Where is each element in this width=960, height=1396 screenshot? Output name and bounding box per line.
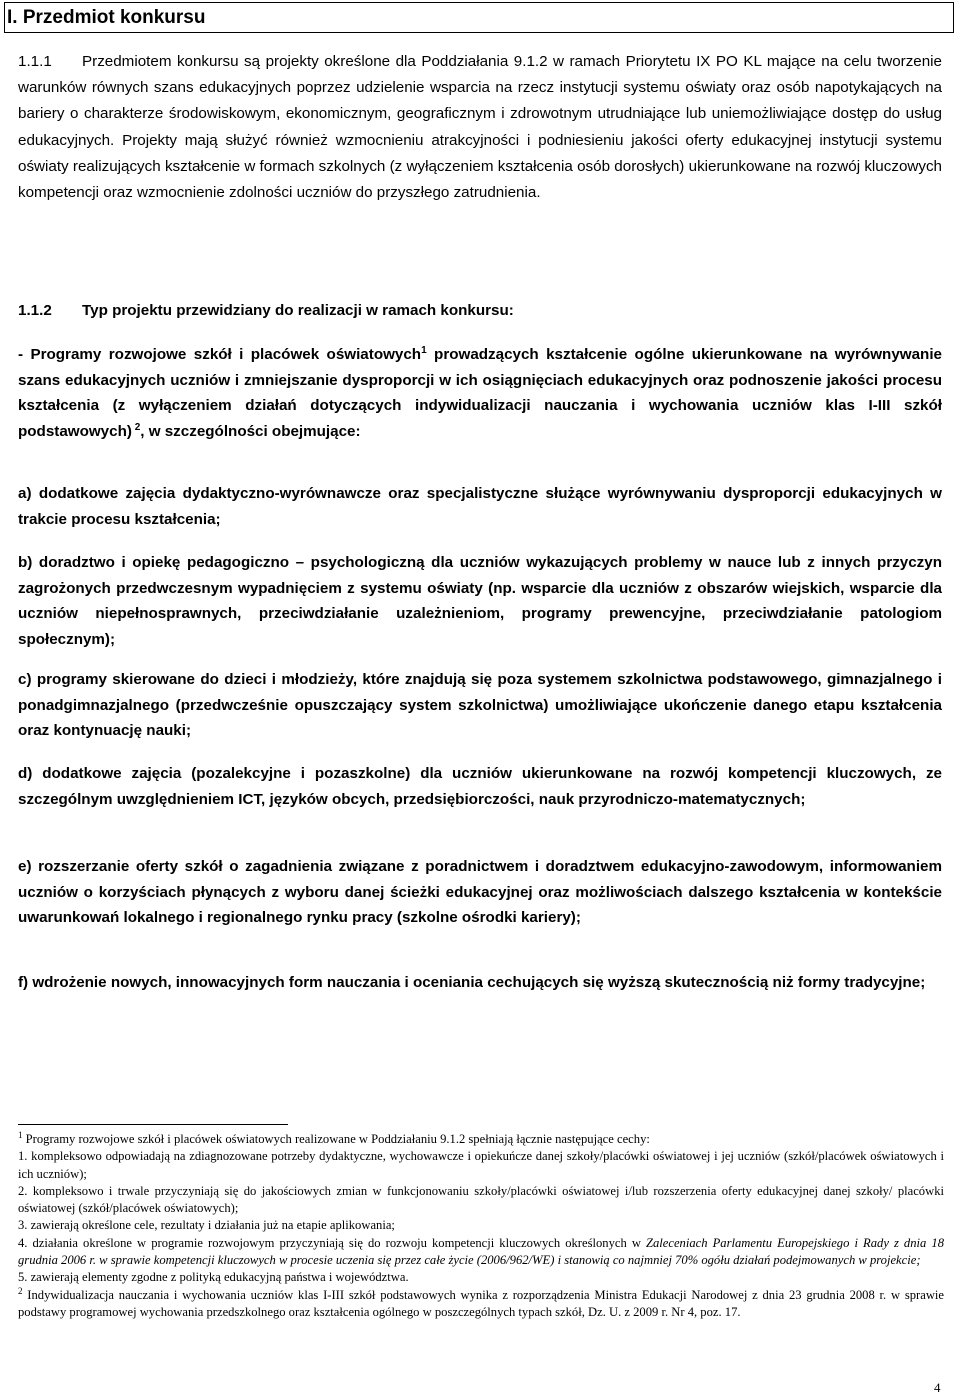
list-item-f: f) wdrożenie nowych, innowacyjnych form nauczania i oceniania cechujących się wyższą skutecznością niż formy tradycyjne;	[18, 974, 926, 991]
programs-text-3: , w szczególności obejmujące:	[140, 422, 361, 440]
footnote-1-item-4-text: 4. działania określone w programie rozwojowym przyczyniają się do rozwoju kompetencji kluczowych określonych w	[18, 1235, 646, 1250]
footnote-2	[18, 1287, 944, 1322]
list-item-d: d) dodatkowe zajęcia (pozalekcyjne i pozaszkolne) dla uczniów ukierunkowane na rozwój kompetencji kluczowych, ze szczególnym uwzględnieniem ICT, języków obcych, przedsiębiorczości, nauk przyrodniczo-matematycznych;	[18, 765, 942, 808]
footnote-ref-1[interactable]: 1	[421, 345, 427, 356]
list-item-a: a) dodatkowe zajęcia dydaktyczno-wyrównawcze oraz specjalistyczne służące wyrównywaniu dysproporcji edukacyjnych w trakcie procesu kształcenia;	[18, 485, 942, 528]
section-title: I. Przedmiot konkursu	[4, 2, 954, 33]
footnote-2-text: Indywidualizacja nauczania i wychowania uczniów klas I-III szkół podstawowych wynika z rozporządzenia Ministra Edukacji Narodowej z dnia 23 grudnia 2008 r. w sprawie podstawy programowej wychowania przedszkolnego oraz kształcenia ogólnego w poszczególnych typach szkół, Dz. U. z 2009 r. Nr 4, poz. 17.	[18, 1287, 944, 1319]
footnote-1	[18, 1131, 944, 1148]
programs-paragraph	[18, 342, 942, 444]
subsection-title: Typ projektu przewidziany do realizacji w ramach konkursu:	[82, 302, 514, 319]
footnote-1-mark: 1	[18, 1130, 23, 1140]
programs-text-2: prowadzących kształcenie ogólne ukierunkowane na wyrównywanie szans edukacyjnych uczniów i zmniejszanie dysproporcji w ich osiągnięciach edukacyjnych oraz podnoszenie jakości procesu kształcenia (z wyłączeniem działań dotyczących indywidualizacji nauczania i wychowania uczniów klas I-III szkół podstawowych)	[18, 346, 942, 440]
footnote-2-mark: 2	[18, 1285, 23, 1296]
page-number: 4	[934, 1380, 941, 1395]
footnotes	[18, 1131, 944, 1321]
paragraph-number: 1.1.1	[18, 53, 52, 70]
list-item-c: c) programy skierowane do dzieci i młodzieży, które znajdują się poza systemem szkolnictwa podstawowego, gimnazjalnego i ponadgimnazjalnego (przedwcześnie opuszczający system szkolnictwa) umożliwiające ukończenie danego etapu kształcenia oraz kontynuację nauki;	[18, 671, 942, 739]
footnote-1-item-5: 5. zawierają elementy zgodne z polityką edukacyjną państwa i województwa.	[18, 1270, 409, 1285]
list-item-e: e) rozszerzanie oferty szkół o zagadnienia związane z poradnictwem i doradztwem edukacyjno-zawodowym, informowaniem uczniów o korzyściach płynących z wyboru danej ścieżki edukacyjnej oraz możliwościach dalszego kształcenia w kontekście uwarunkowań lokalnego i regionalnego rynku pracy (szkolne ośrodki kariery);	[18, 858, 942, 926]
footnote-1-item-1: 1. kompleksowo odpowiadają na zdiagnozowane potrzeby dydaktyczne, wychowawcze i opiekuńcze danej szkoły/placówki oświatowej i jej uczniów (szkół/placówek oświatowych i ich uczniów);	[18, 1149, 944, 1181]
footnote-1-item-4-citation: Zaleceniach Parlamentu Europejskiego i Rady z dnia 18 grudnia 2006 r. w sprawie kompetencji kluczowych w procesie uczenia się przez całe życie (2006/962/WE) i stanowią co najmniej 70% ogółu działań podejmowanych w projekcie;	[18, 1235, 944, 1268]
footnote-1-item-2: 2. kompleksowo i trwale przyczyniają się do jakościowych zmian w funkcjonowaniu szkoły/placówki oświatowej i/lub rozszerzenia oferty edukacyjnej danej szkoły/ placówki oświatowej (szkół/placówek oświatowych);	[18, 1183, 944, 1216]
footnote-1-item-4	[18, 1235, 944, 1270]
subsection-number: 1.1.2	[18, 302, 52, 319]
paragraph-text: Przedmiotem konkursu są projekty określone dla Poddziałania 9.1.2 w ramach Priorytetu IX PO KL mające na celu tworzenie warunków równych szans edukacyjnych poprzez udzielenie wsparcia na rzecz instytucji systemu oświaty oraz osób napotykających na bariery o charakterze środowiskowym, ekonomicznym, geograficznym i zdrowotnym utrudniające lub uniemożliwiające dostęp do usług edukacyjnych. Projekty mają służyć również wzmocnieniu atrakcyjności i podniesieniu jakości oferty edukacyjnej instytucji systemu oświaty realizujących kształcenie w formach szkolnych (z wyłączeniem kształcenia osób dorosłych) ukierunkowane na rozwój kluczowych kompetencji oraz wzmocnienie zdolności uczniów do przyszłego zatrudnienia.	[18, 53, 942, 202]
list-item-b: b) doradztwo i opiekę pedagogiczno – psychologiczną dla uczniów wykazujących problemy w nauce lub z innych przyczyn zagrożonych przedwczesnym wypadnięciem z systemu oświaty (np. wsparcie dla uczniów z obszarów wiejskich, wsparcie dla uczniów niepełnosprawnych, przeciwdziałanie uzależnieniom, programy prewencyjne, przeciwdziałanie patologiom społecznym);	[18, 554, 942, 648]
footnote-1-item-3: 3. zawierają określone cele, rezultaty i działania już na etapie aplikowania;	[18, 1218, 395, 1233]
programs-text-1: - Programy rozwojowe szkół i placówek oświatowych	[18, 346, 422, 363]
footnote-ref-2[interactable]: 2	[131, 421, 141, 433]
footnote-1-text: Programy rozwojowe szkół i placówek oświatowych realizowane w Poddziałaniu 9.1.2 spełniają łącznie następujące cechy:	[22, 1132, 650, 1146]
footnote-separator	[18, 1124, 288, 1125]
paragraph-1-1-1	[18, 49, 942, 206]
subsection-heading	[18, 298, 942, 324]
